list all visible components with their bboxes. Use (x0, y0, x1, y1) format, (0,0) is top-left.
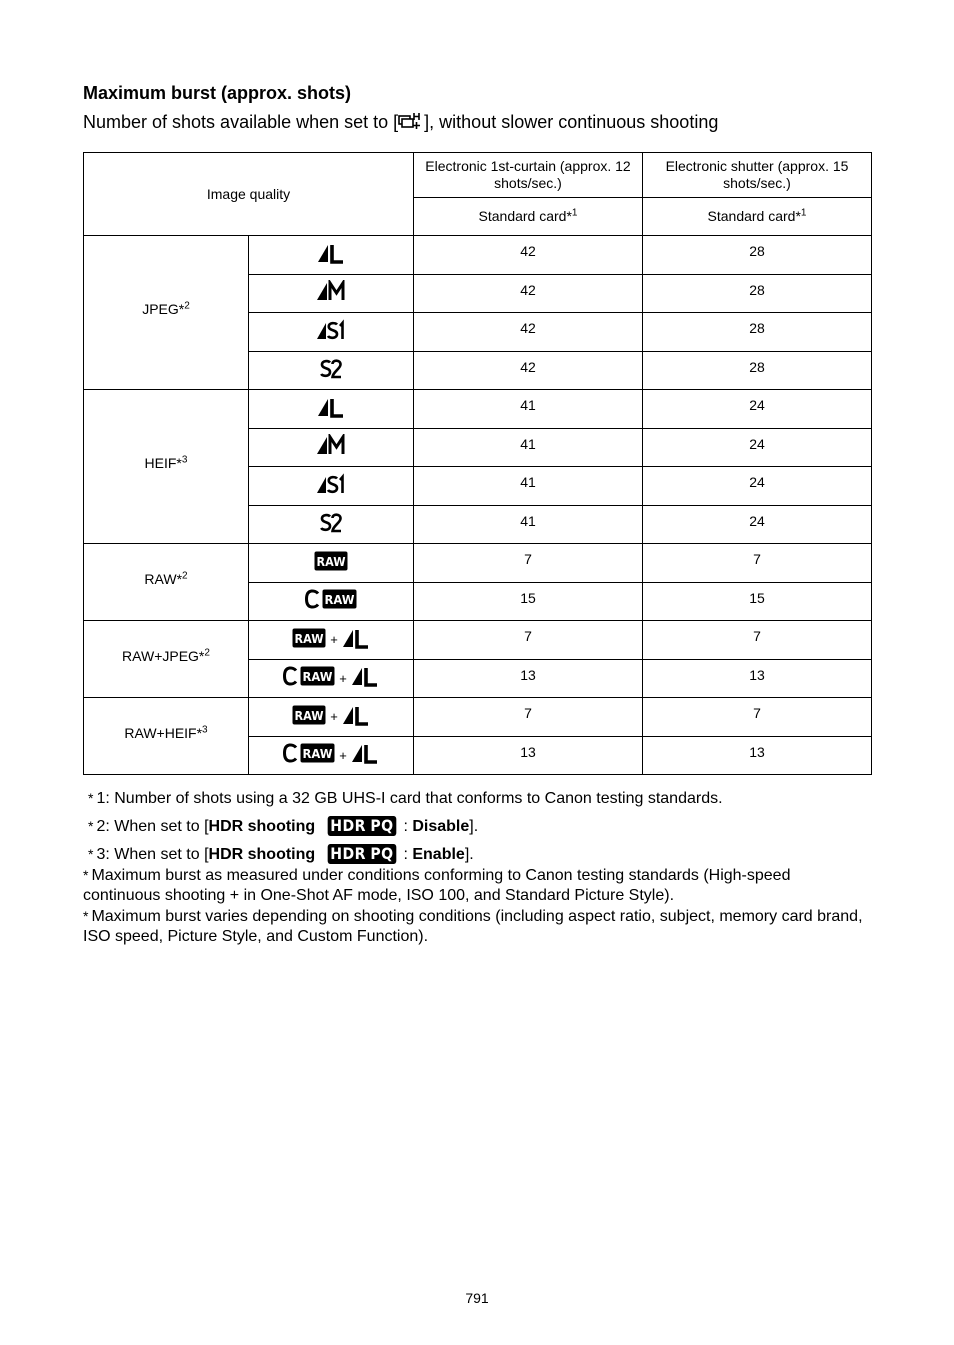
table-row (84, 698, 872, 737)
group-label-text: RAW* (144, 570, 183, 587)
cell-value: 42 (520, 281, 536, 298)
cell-value: 13 (749, 743, 765, 760)
general-note-1-text: Maximum burst as measured under conditions conforming to Canon testing standards (High-speed continuous shooting + in One-Shot AF mode, ISO 100, and Standard Picture Style). (83, 867, 791, 904)
group-label-text: HEIF* (144, 455, 182, 471)
value-electronic-1st-curtain (414, 351, 643, 390)
high-speed-continuous-plus-icon (398, 111, 424, 136)
cell-value: 7 (524, 705, 532, 722)
group-label (84, 544, 249, 621)
value-electronic-1st-curtain (414, 236, 643, 275)
value-electronic-shutter (643, 313, 872, 352)
subheader-label: Standard card* (478, 208, 572, 224)
cell-value: 13 (749, 666, 765, 683)
raw-icon (292, 705, 326, 729)
cell-value: 42 (520, 320, 536, 337)
value-electronic-shutter (643, 736, 872, 775)
quality-icon-cell (249, 236, 414, 275)
group-label (84, 621, 249, 698)
value-electronic-1st-curtain (414, 505, 643, 544)
value-electronic-shutter (643, 428, 872, 467)
group-label-text: RAW+JPEG* (122, 647, 205, 664)
group-label (84, 390, 249, 544)
cell-value: 28 (749, 281, 765, 298)
group-label-text: JPEG* (142, 301, 185, 317)
plus-sign: + (339, 670, 347, 686)
cell-value: 13 (520, 743, 536, 760)
quality-icon-cell (249, 505, 414, 544)
page-content (83, 82, 871, 947)
value-electronic-1st-curtain (414, 736, 643, 775)
cell-value: 42 (520, 243, 536, 260)
group-label-wrap (142, 301, 190, 317)
value-electronic-shutter (643, 659, 872, 698)
jpeg-large-icon (317, 242, 345, 268)
footnote-3-value: Enable (412, 846, 465, 863)
hdr-badge-right: PQ (369, 816, 394, 835)
table-row (84, 236, 872, 275)
burst-table (83, 152, 872, 775)
cell-value: 28 (749, 243, 765, 260)
plus-sign: + (330, 709, 338, 725)
group-label (84, 236, 249, 390)
footnote-3 (83, 844, 871, 865)
header-image-quality: Image quality (84, 153, 414, 236)
craw-icon (305, 589, 357, 613)
group-label-sup: 2 (204, 646, 210, 658)
asterisk: * (83, 908, 89, 924)
asterisk: * (88, 846, 94, 862)
value-electronic-1st-curtain (414, 544, 643, 583)
group-label-wrap (122, 648, 210, 664)
table-row (84, 544, 872, 583)
subheading-before: Number of shots available when set to [ (83, 112, 399, 132)
quality-icon-cell (249, 544, 414, 583)
subheader-standard-card-2 (643, 198, 872, 236)
jpeg-large-icon (342, 704, 370, 730)
quality-icon-cell (249, 351, 414, 390)
group-label-sup: 2 (184, 300, 190, 312)
value-electronic-1st-curtain (414, 621, 643, 660)
svg-text:RAW: RAW (302, 669, 333, 685)
subheader-standard-card-1 (414, 198, 643, 236)
group-label-sup: 3 (181, 454, 188, 466)
general-note-2 (83, 906, 871, 947)
footnote-2-suffix: ]. (469, 818, 479, 835)
value-electronic-1st-curtain (414, 698, 643, 737)
value-electronic-shutter (643, 582, 872, 621)
hdr-badge-left: HDR (329, 844, 366, 863)
cell-value: 7 (753, 705, 761, 722)
subheading (83, 111, 871, 136)
jpeg-large-icon (351, 742, 379, 768)
hdr-pq-icon (327, 844, 395, 864)
jpeg-small1-icon (316, 473, 346, 499)
jpeg-small2-icon (320, 357, 342, 383)
group-label-text: RAW+HEIF* (124, 724, 203, 741)
value-electronic-1st-curtain (414, 467, 643, 506)
cell-value: 42 (520, 358, 536, 375)
asterisk: * (83, 867, 89, 883)
general-note-1 (83, 865, 871, 906)
value-electronic-shutter (643, 351, 872, 390)
page-number: 791 (465, 1290, 489, 1306)
raw-icon (292, 628, 326, 652)
quality-icon-cell (249, 467, 414, 506)
cell-value: 7 (753, 628, 761, 645)
plus-sign: + (330, 632, 338, 648)
quality-icon-cell (249, 621, 414, 660)
general-note-2-text: Maximum burst varies depending on shooting conditions (including aspect ratio, subject, memory card brand, ISO speed, Picture Style, and Custom Function). (83, 908, 863, 945)
asterisk: * (88, 790, 94, 806)
value-electronic-shutter (643, 390, 872, 429)
svg-text:RAW: RAW (316, 553, 346, 569)
cell-value: 41 (520, 435, 536, 452)
svg-text:RAW: RAW (324, 592, 355, 608)
hdr-pq-icon (327, 816, 395, 836)
cell-value: 24 (749, 474, 765, 491)
value-electronic-shutter (643, 505, 872, 544)
jpeg-large-icon (351, 665, 379, 691)
cell-value: 15 (749, 589, 765, 606)
table-row (84, 390, 872, 429)
footnote-1-text: 1: Number of shots using a 32 GB UHS-I card that conforms to Canon testing standards. (96, 790, 723, 807)
cell-value: 24 (749, 397, 765, 414)
footnote-2-setting: HDR shooting (208, 818, 316, 835)
svg-text:RAW: RAW (294, 707, 324, 723)
hdr-badge-left: HDR (329, 816, 366, 835)
quality-icon-cell (249, 736, 414, 775)
value-electronic-shutter (643, 274, 872, 313)
group-label-wrap (145, 455, 188, 471)
group-label-wrap (144, 571, 187, 587)
cell-value: 24 (749, 512, 765, 529)
value-electronic-shutter (643, 698, 872, 737)
cell-value: 7 (753, 551, 761, 568)
value-electronic-1st-curtain (414, 582, 643, 621)
value-electronic-shutter (643, 467, 872, 506)
jpeg-medium-icon (316, 280, 346, 306)
header-electronic-shutter: Electronic shutter (approx. 15 shots/sec.) (643, 153, 872, 198)
cell-value: 13 (520, 666, 536, 683)
craw-icon (283, 666, 335, 690)
quality-icon-cell (249, 274, 414, 313)
jpeg-large-icon (342, 627, 370, 653)
page-title: Maximum burst (approx. shots) (83, 83, 352, 103)
cell-value: 28 (749, 320, 765, 337)
hdr-badge-right: PQ (369, 844, 394, 863)
value-electronic-shutter (643, 621, 872, 660)
value-electronic-shutter (643, 544, 872, 583)
subheader-sup: 1 (571, 207, 578, 219)
quality-icon-cell (249, 582, 414, 621)
cell-value: 7 (524, 551, 532, 568)
value-electronic-shutter (643, 236, 872, 275)
footnote-2-prefix: 2: When set to [ (96, 818, 209, 835)
footnote-3-prefix: 3: When set to [ (96, 846, 209, 863)
quality-icon-cell (249, 698, 414, 737)
group-label-sup: 3 (202, 723, 208, 735)
jpeg-large-icon (317, 396, 345, 422)
value-electronic-1st-curtain (414, 274, 643, 313)
cell-value: 41 (520, 512, 536, 529)
value-electronic-1st-curtain (414, 659, 643, 698)
jpeg-small1-icon (316, 319, 346, 345)
asterisk: * (88, 818, 94, 834)
footnote-3-setting: HDR shooting (208, 846, 316, 863)
group-label-wrap (124, 725, 207, 741)
subheading-after: ], without slower continuous shooting (424, 112, 719, 132)
value-electronic-1st-curtain (414, 313, 643, 352)
quality-icon-cell (249, 390, 414, 429)
footnote-2-sep: : (403, 818, 413, 835)
subheader-sup: 1 (800, 207, 807, 219)
table-row (84, 621, 872, 660)
group-label (84, 698, 249, 775)
footnote-3-suffix: ]. (464, 846, 474, 863)
craw-icon (283, 743, 335, 767)
jpeg-medium-icon (316, 434, 346, 460)
quality-icon-cell (249, 428, 414, 467)
plus-sign: + (339, 747, 347, 763)
footnote-3-sep: : (403, 846, 413, 863)
cell-value: 15 (520, 589, 536, 606)
footnotes (83, 788, 871, 947)
svg-text:RAW: RAW (294, 630, 324, 646)
footnote-2 (83, 816, 871, 837)
header-electronic-1st-curtain: Electronic 1st-curtain (approx. 12 shots/sec.) (414, 153, 643, 198)
cell-value: 24 (749, 435, 765, 452)
cell-value: 41 (520, 474, 536, 491)
group-label-sup: 2 (182, 569, 188, 581)
cell-value: 7 (524, 628, 532, 645)
value-electronic-1st-curtain (414, 390, 643, 429)
jpeg-small2-icon (320, 511, 342, 537)
raw-icon (314, 551, 348, 575)
quality-icon-cell (249, 659, 414, 698)
subheader-label: Standard card* (707, 208, 801, 224)
cell-value: 41 (520, 397, 536, 414)
cell-value: 28 (749, 358, 765, 375)
quality-icon-cell (249, 313, 414, 352)
footnote-1 (83, 788, 871, 809)
svg-text:RAW: RAW (302, 746, 333, 762)
value-electronic-1st-curtain (414, 428, 643, 467)
footnote-2-value: Disable (412, 818, 470, 835)
